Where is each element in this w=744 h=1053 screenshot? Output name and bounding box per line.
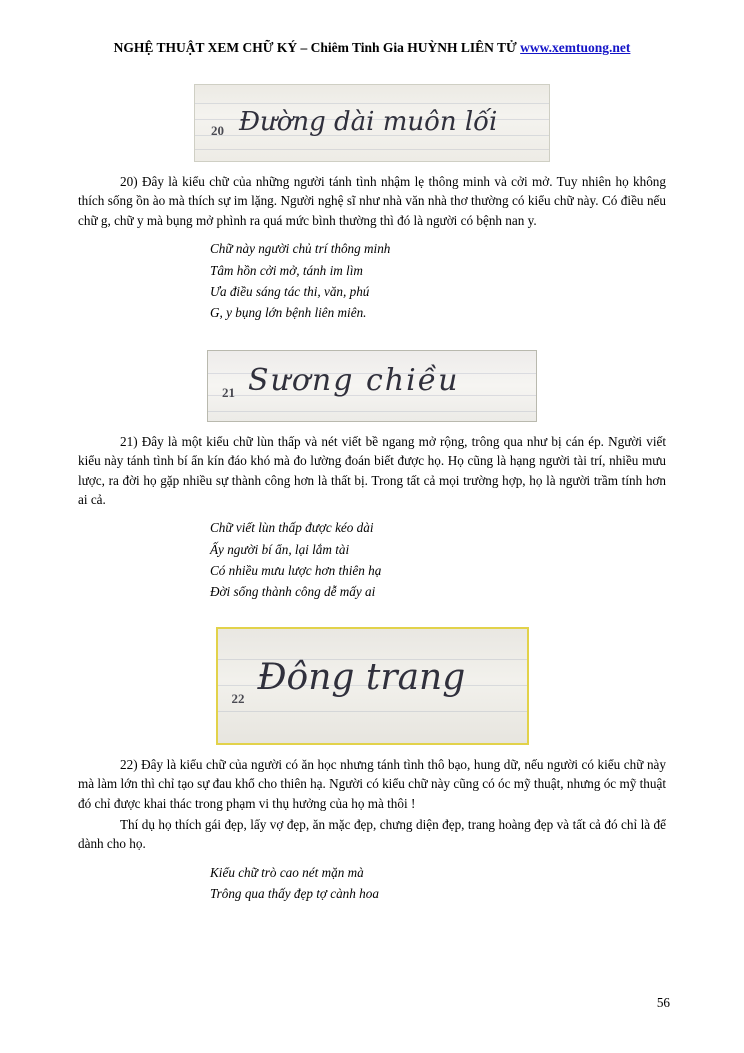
verse-line: G, y bụng lớn bệnh liên miên.	[210, 305, 367, 321]
verse-line: Đời sống thành công dễ mấy ai	[210, 584, 376, 600]
verse-line: Tâm hồn cởi mở, tánh im lìm	[210, 262, 363, 278]
verse-line: Ưa điều sáng tác thi, văn, phú	[210, 283, 370, 299]
verse-20	[78, 238, 666, 324]
signature-number-22: 22	[231, 690, 245, 706]
paragraph-22: 22) Đây là kiểu chữ của người có ăn học nhưng tánh tình thô bạo, hung dữ, nếu người có kiểu chữ này mà làm lớn thì chỉ tạo sự đau khổ cho thiên hạ. Người có kiểu chữ này cũng có óc mỹ thuật, nhưng óc mỹ thuật đó chỉ được khai thác trong phạm vi thụ hưởng của họ mà thôi !	[78, 756, 666, 811]
verse-line: Kiểu chữ trò cao nét mặn mà	[210, 864, 364, 880]
signature-script-22: Đông trang	[257, 656, 466, 698]
verse-line: Chữ viết lùn thấp được kéo dài	[210, 520, 374, 536]
verse-line: Chữ này người chủ trí thông minh	[210, 241, 391, 257]
signature-image-22	[216, 627, 529, 745]
verse-line: Ấy người bí ẩn, lại lắm tài	[210, 541, 350, 557]
signature-number-20: 20	[211, 123, 224, 138]
verse-21	[78, 517, 666, 603]
page-header	[0, 40, 744, 56]
page-number: 56	[656, 995, 670, 1010]
page-content	[78, 78, 666, 905]
signature-script-21: Sương chiều	[248, 362, 460, 398]
paragraph-21: 21) Đây là một kiểu chữ lùn thấp và nét viết bề ngang mở rộng, trông qua như bị cán ép. Người viết kiểu này tánh tình bí ẩn kín đáo khó mà đo lường đoán biết được họ. Họ cũng là hạng người tài trí, nhiều mưu lược, ra đời họ gặp nhiều sự thành công hơn là thất bị. Trong tất cả mọi trường hợp, họ là người trầm tính hơn ai cả.	[78, 433, 666, 507]
paragraph-20: 20) Đây là kiểu chữ của những người tánh tình nhậm lẹ thông minh và cởi mở. Tuy nhiên họ không thích sống ồn ào mà thích sự im lặng. Người nghệ sĩ như nhà văn nhà thơ thường có kiểu chữ này. Có điều nếu chữ g, chữ y mà bụng mở phình ra quá mức bình thường thì đó là người có bệnh nan y.	[78, 174, 666, 228]
paragraph-22b: Thí dụ họ thích gái đẹp, lấy vợ đẹp, ăn mặc đẹp, chưng diện đẹp, trang hoàng đẹp và tất cả đó chỉ là để dành cho họ.	[78, 817, 666, 852]
verse-22	[78, 862, 666, 905]
signature-image-21	[207, 350, 537, 422]
verse-line: Có nhiều mưu lược hơn thiên hạ	[210, 563, 382, 579]
header-website-link[interactable]: www.xemtuong.net	[520, 40, 631, 55]
header-title: NGHỆ THUẬT XEM CHỮ KÝ – Chiêm Tinh Gia HUỲNH LIÊN TỬ	[113, 40, 521, 55]
signature-number-21: 21	[222, 384, 235, 400]
verse-line: Trông qua thấy đẹp tợ cành hoa	[210, 886, 379, 902]
signature-script-20: Đường dài muôn lối	[239, 107, 498, 137]
signature-image-20	[194, 84, 550, 162]
